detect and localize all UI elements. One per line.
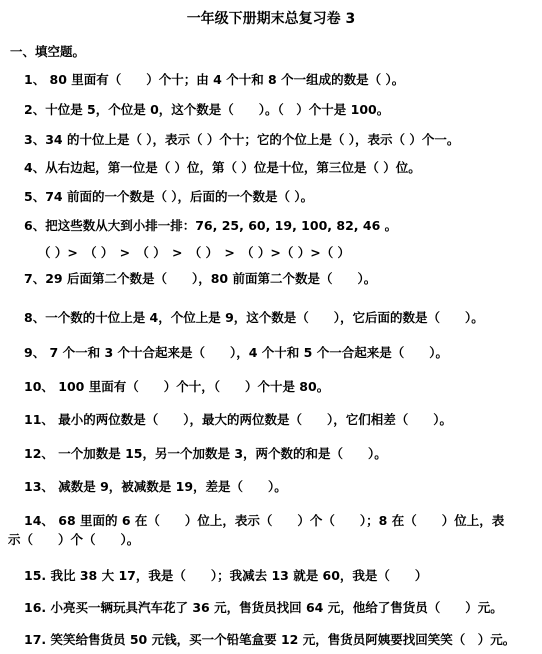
page-title: 一年级下册期末总复习卷 3 xyxy=(186,11,356,27)
question-2: 2、十位是 5，个位是 0，这个数是（ ）。（ ）个十是 100。 xyxy=(24,102,390,117)
question-6-ordering: （ ）> （ ） > （ ） > （ ） > （ ）>（ ）>（ ） xyxy=(38,245,351,260)
question-15: 15. 我比 38 大 17，我是（ ）；我减去 13 就是 60，我是（ ） xyxy=(24,568,428,583)
question-14: 14、 68 里面的 6 在（ ）位上，表示（ ）个（ ）；8 在（ ）位上，表 xyxy=(24,513,505,528)
question-6: 6、把这些数从大到小排一排：76, 25, 60, 19, 100, 82, 46 。 xyxy=(24,218,398,233)
question-5: 5、74 前面的一个数是（ ），后面的一个数是（ ）。 xyxy=(24,189,314,204)
question-14-continued: 示（ ）个（ ）。 xyxy=(8,532,140,547)
question-3: 3、34 的十位上是（ ），表示（ ）个十；它的个位上是（ ），表示（ ）个一。 xyxy=(24,132,460,147)
question-17: 17. 笑笑给售货员 50 元钱，买一个铅笔盒要 12 元，售货员阿姨要找回笑笑（ ）元。 xyxy=(24,632,516,647)
question-11: 11、 最小的两位数是（ ），最大的两位数是（ ），它们相差（ ）。 xyxy=(24,412,452,427)
question-8: 8、一个数的十位上是 4，个位上是 9，这个数是（ ），它后面的数是（ ）。 xyxy=(24,310,484,325)
question-1: 1、 80 里面有（ ）个十；由 4 个十和 8 个一组成的数是（ ）。 xyxy=(24,72,405,87)
question-13: 13、 减数是 9，被减数是 19，差是（ ）。 xyxy=(24,479,287,494)
section-heading: 一、填空题。 xyxy=(10,44,86,59)
question-12: 12、 一个加数是 15，另一个加数是 3，两个数的和是（ ）。 xyxy=(24,446,387,461)
question-9: 9、 7 个一和 3 个十合起来是（ ），4 个十和 5 个一合起来是（ ）。 xyxy=(24,345,448,360)
question-7: 7、29 后面第二个数是（ ），80 前面第二个数是（ ）。 xyxy=(24,271,377,286)
question-16: 16. 小亮买一辆玩具汽车花了 36 元，售货员找回 64 元，他给了售货员（ ）元。 xyxy=(24,600,503,615)
question-10: 10、 100 里面有（ ）个十，（ ）个十是 80。 xyxy=(24,379,330,394)
question-4: 4、从右边起，第一位是（ ）位，第（ ）位是十位，第三位是（ ）位。 xyxy=(24,160,421,175)
